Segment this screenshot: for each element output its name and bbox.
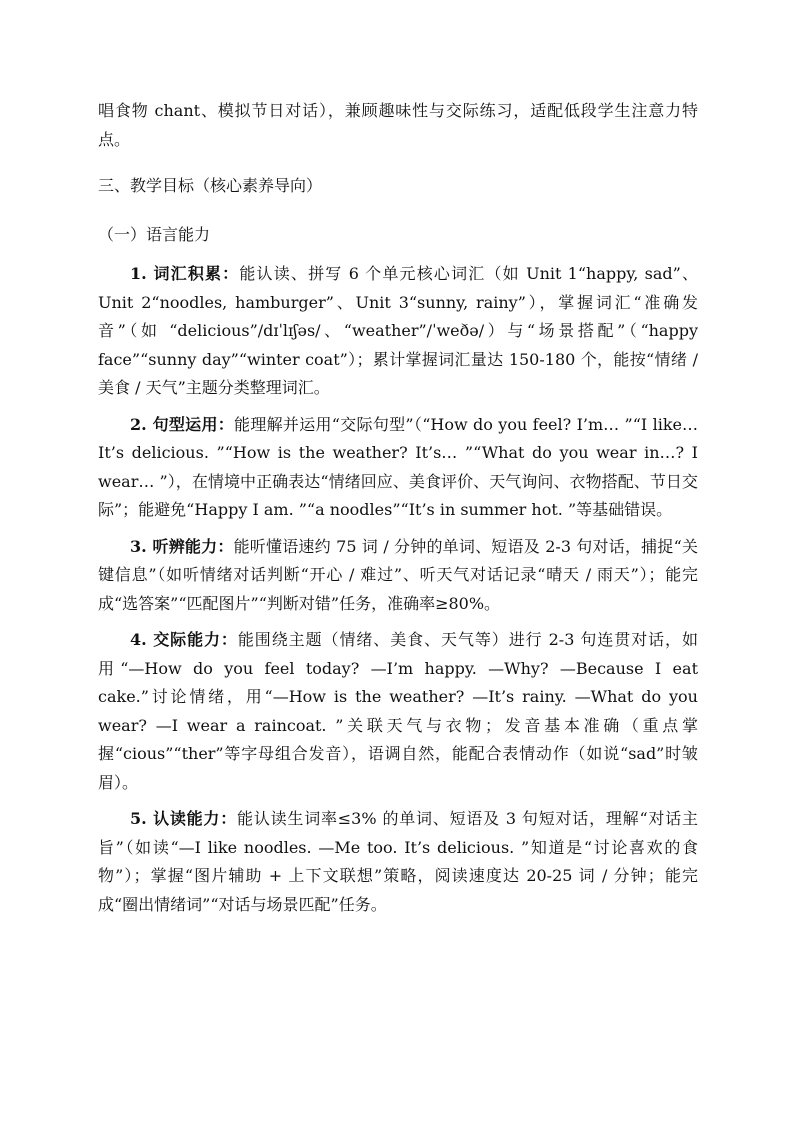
objective-item-text: 能听懂语速约 75 词 / 分钟的单词、短语及 2-3 句对话，捕捉“关键信息”（如听情绪对话判断“开心 / 难过”、听天气对话记录“晴天 / 雨天”）；能完成“选答案”“匹配图片”“判断对错”任务，准确率≥80%。 (98, 536, 698, 613)
objective-item-text: 能围绕主题（情绪、美食、天气等）进行 2-3 句连贯对话，如用“—How do you feel today? —I’m happy. —Why? —Because I eat cake.”讨论情绪，用“—How is the weather? —It’s rainy. —What do you wear? —I wear a raincoat. ”关联天气与衣物；发音基本准确（重点掌握“cious”“ther”等字母组合发音），语调自然，能配合表情动作（如说“sad”时皱眉）。 (98, 630, 698, 792)
objective-item-vocabulary (98, 260, 698, 403)
objective-item-sentence-patterns (98, 411, 698, 525)
objective-item-lead: 5. 认读能力： (130, 809, 238, 828)
objective-item-lead: 4. 交际能力： (130, 630, 238, 649)
objective-item-lead: 3. 听辨能力： (130, 536, 234, 556)
objective-item-text: 能认读、拼写 6 个单元核心词汇（如 Unit 1“happy, sad”、Unit 2“noodles, hamburger”、Unit 3“sunny, rainy”），掌握词汇“准确发音”（如 “delicious”/dɪˈlɪʃəs/、“weather”/ˈweðə/）与“场景搭配”（“happy face”“sunny day”“winter coat”）；累计掌握词汇量达 150-180 个，能按“情绪 / 美食 / 天气”主题分类整理词汇。 (98, 264, 698, 397)
objective-item-communication (98, 626, 698, 797)
objective-item-lead: 2. 句型运用： (130, 414, 235, 434)
objective-item-listening (98, 533, 698, 619)
objective-item-lead: 1. 词汇积累： (130, 264, 240, 283)
objective-item-text: 能认读生词率≤3% 的单词、短语及 3 句短对话，理解“对话主旨”（如读“—I like noodles. —Me too. It’s delicious. ”知道是“讨论喜欢的食物”）；掌握“图片辅助 + 上下文联想”策略，阅读速度达 20-25 词 / 分钟；能完成“圈出情绪词”“对话与场景匹配”任务。 (98, 809, 698, 914)
objective-item-text: 能理解并运用“交际句型”（“How do you feel? I’m… ”“I like… It’s delicious. ”“How is the weather? It’s… ”“What do you wear in…? I wear… ”），在情境中正确表达“情绪回应、美食评价、天气询问、衣物搭配、节日交际”；能避免“Happy I am. ”“a noodles”“It’s in summer hot. ”等基础错误。 (98, 414, 698, 519)
subsection-heading: （一）语言能力 (98, 224, 211, 244)
section-heading: 三、教学目标（核心素养导向） (98, 176, 323, 195)
intro-continuation-paragraph: 唱食物 chant、模拟节日对话），兼顾趣味性与交际练习，适配低段学生注意力特点。 (98, 101, 698, 149)
page-content (98, 97, 698, 927)
objective-item-reading (98, 805, 698, 919)
